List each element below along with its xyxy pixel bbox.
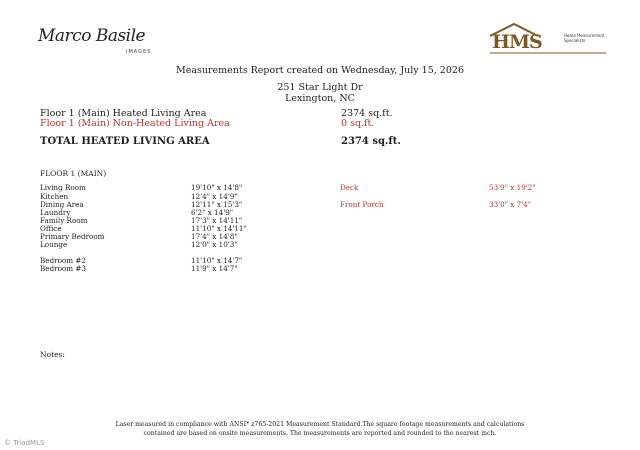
footer-line-1: Laser measured in compliance with ANSI* z765-2021 Measurement Standard.The square footage measurements and calculations xyxy=(115,421,525,428)
floor-heading: FLOOR 1 (MAIN) xyxy=(40,169,107,178)
room-name: Family Room xyxy=(40,216,88,225)
logo-sub-text: IMAGES xyxy=(126,49,152,55)
outdoor-size: 33'0" x 7'4" xyxy=(489,200,532,209)
total-area-value: 2374 sq.ft. xyxy=(341,136,401,147)
room-name: Laundry xyxy=(40,208,71,217)
room-size: 12'11" x 15'3" xyxy=(191,200,243,209)
notes-label: Notes: xyxy=(40,350,65,359)
outdoor-name: Front Porch xyxy=(340,200,384,209)
room-name: Living Room xyxy=(40,183,86,192)
room-size: 12'0" x 10'3" xyxy=(191,240,238,249)
room-name: Bedroom #2 xyxy=(40,256,86,265)
room-size: 11'10" x 14'7" xyxy=(191,256,243,265)
room-name: Lounge xyxy=(40,240,68,249)
hms-logo-tagline: Home Measurement Specialists xyxy=(564,33,605,43)
room-size: 6'2" x 14'9" xyxy=(191,208,234,217)
total-area-label: TOTAL HEATED LIVING AREA xyxy=(40,136,210,147)
logo-script-text: Marco Basile xyxy=(38,26,146,46)
footer-line-2: contained are based on onsite measurements. The measurements are reported and rounded to the nearest inch. xyxy=(143,429,497,437)
room-size: 19'10" x 14'8" xyxy=(191,183,243,192)
nonheated-area-label: Floor 1 (Main) Non-Heated Living Area xyxy=(40,118,230,129)
address-line-1: 251 Star Light Dr xyxy=(277,82,363,93)
photographer-logo xyxy=(38,24,178,58)
hms-logo-mark: HMS xyxy=(492,31,542,53)
outdoor-size: 53'9" x 19'2" xyxy=(489,183,536,192)
room-name: Primary Bedroom xyxy=(40,232,105,241)
room-size: 17'4" x 14'8" xyxy=(191,232,238,241)
nonheated-area-value: 0 sq.ft. xyxy=(341,118,375,129)
room-size: 17'3" x 14'11" xyxy=(191,216,243,225)
room-size: 11'9" x 14'7" xyxy=(191,264,238,273)
compliance-footer xyxy=(0,421,640,438)
hms-logo xyxy=(488,22,608,58)
room-size: 12'4" x 14'9" xyxy=(191,192,238,201)
room-name: Office xyxy=(40,224,62,233)
heated-area-value: 2374 sq.ft. xyxy=(341,108,393,119)
room-name: Bedroom #3 xyxy=(40,264,86,273)
mls-watermark: © TriadMLS xyxy=(4,439,45,447)
report-title: Measurements Report created on Wednesday, July 15, 2026 xyxy=(176,65,464,76)
address-line-2: Lexington, NC xyxy=(285,93,355,104)
room-name: Dining Area xyxy=(40,200,84,209)
room-name: Kitchen xyxy=(40,192,69,201)
room-size: 11'10" x 14'11" xyxy=(191,224,247,233)
outdoor-name: Deck xyxy=(340,183,359,192)
heated-area-label: Floor 1 (Main) Heated Living Area xyxy=(40,108,207,119)
